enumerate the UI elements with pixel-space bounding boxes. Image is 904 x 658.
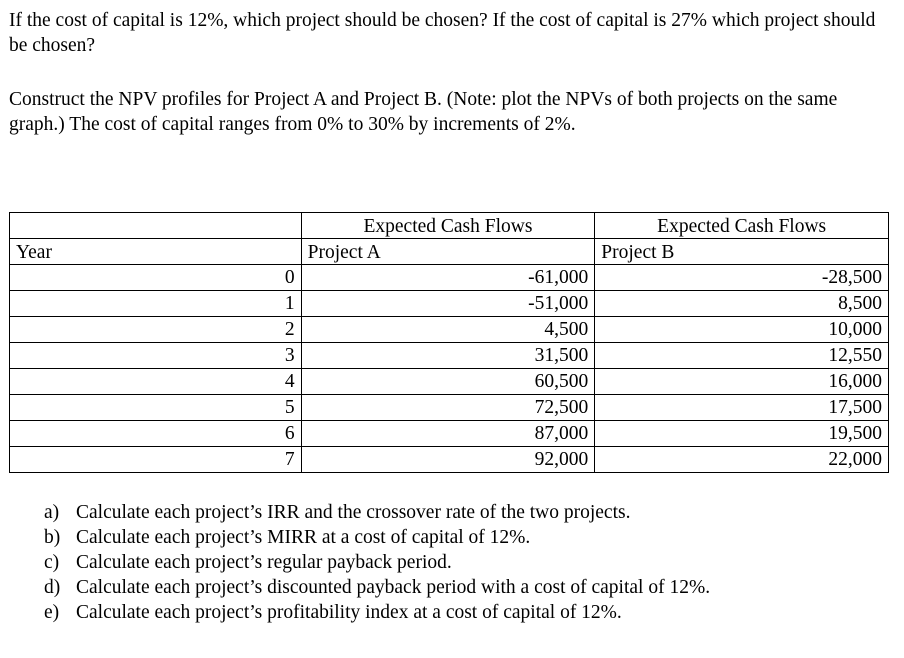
project-b-cell: 10,000 [595,317,889,343]
year-cell: 5 [10,395,302,421]
list-item-marker: b) [44,527,61,548]
year-cell: 3 [10,343,302,369]
list-item-text: Calculate each project’s regular payback period. [76,552,452,573]
project-a-cell: 4,500 [301,317,595,343]
project-b-cell: 12,550 [595,343,889,369]
list-item-text: Calculate each project’s MIRR at a cost of capital of 12%. [76,527,531,548]
table-row [10,317,889,343]
year-cell: 4 [10,369,302,395]
project-b-cell: 17,500 [595,395,889,421]
project-a-cell: -61,000 [301,265,595,291]
header-col-b-top: Expected Cash Flows [595,213,889,239]
year-cell: 7 [10,447,302,473]
table-header-row-bottom [10,239,889,265]
list-item-marker: e) [44,602,60,623]
list-item [44,575,710,600]
project-b-cell: 22,000 [595,447,889,473]
header-col-b-bottom: Project B [595,239,889,265]
project-a-cell: -51,000 [301,291,595,317]
list-item-text: Calculate each project’s IRR and the crossover rate of the two projects. [76,502,631,523]
table-header-row-top [10,213,889,239]
question-paragraph-npv-profiles: Construct the NPV profiles for Project A and Project B. (Note: plot the NPVs of both projects on the same graph.) The cost of capital ranges from 0% to 30% by increments of 2%. [9,89,838,135]
table-row [10,265,889,291]
list-item-marker: d) [44,577,61,598]
table-row [10,421,889,447]
list-item [44,500,710,525]
project-b-cell: 16,000 [595,369,889,395]
year-cell: 1 [10,291,302,317]
table-row [10,369,889,395]
project-a-cell: 31,500 [301,343,595,369]
cash-flow-table [9,212,889,473]
header-col-a-bottom: Project A [301,239,595,265]
list-item-text: Calculate each project’s profitability index at a cost of capital of 12%. [76,602,622,623]
project-a-cell: 60,500 [301,369,595,395]
table-row [10,395,889,421]
list-item [44,525,710,550]
question-list [44,500,710,625]
year-cell: 6 [10,421,302,447]
question-paragraph-cost-of-capital: If the cost of capital is 12%, which project should be chosen? If the cost of capital is 27% which project should be chosen? [9,10,876,56]
list-item [44,550,710,575]
project-b-cell: 8,500 [595,291,889,317]
table-row [10,447,889,473]
project-b-cell: 19,500 [595,421,889,447]
header-col-a-top: Expected Cash Flows [301,213,595,239]
table-row [10,291,889,317]
list-item-marker: a) [44,502,60,523]
table-row [10,343,889,369]
project-a-cell: 72,500 [301,395,595,421]
list-item-text: Calculate each project’s discounted payback period with a cost of capital of 12%. [76,577,711,598]
project-a-cell: 87,000 [301,421,595,447]
list-item [44,600,710,625]
year-cell: 0 [10,265,302,291]
header-year: Year [10,239,302,265]
project-a-cell: 92,000 [301,447,595,473]
project-b-cell: -28,500 [595,265,889,291]
header-year-spacer [10,213,302,239]
list-item-marker: c) [44,552,60,573]
year-cell: 2 [10,317,302,343]
